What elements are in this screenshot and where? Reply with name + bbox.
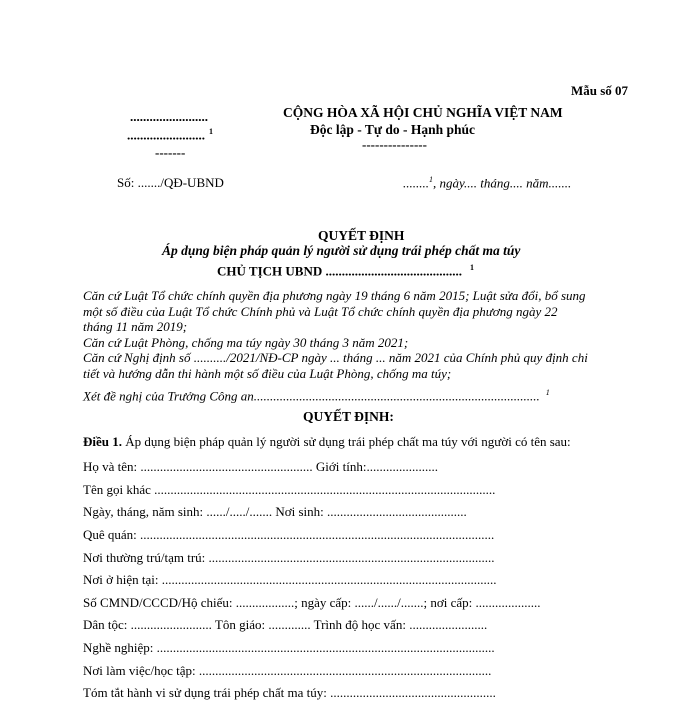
field-date-of-birth: Ngày, tháng, năm sinh: ....../...../....... Nơi sinh: ........................................... (83, 504, 467, 519)
field-id-number: Số CMND/CCCD/Hộ chiếu: ..................; ngày cấp: ....../....../.......; nơi cấp: .................... (83, 595, 541, 610)
agency-line-2 (127, 127, 213, 143)
agency-name-line: ........................ (130, 109, 208, 124)
national-motto: Độc lập - Tự do - Hạnh phúc (310, 122, 476, 137)
document-title: QUYẾT ĐỊNH (318, 228, 405, 243)
footnote-marker: 1 (209, 127, 213, 136)
field-workplace: Nơi làm việc/học tập: .......................................................................................... (83, 663, 492, 678)
article-1-label: Điều 1. (83, 434, 122, 449)
footnote-marker: 1 (545, 388, 550, 397)
document-number: Số: ......./QĐ-UBND (117, 175, 224, 190)
proposal-line (83, 388, 550, 404)
field-ethnicity-religion: Dân tộc: ......................... Tôn giáo: ............. Trình độ học vấn: ........................ (83, 617, 488, 632)
field-residence: Nơi thường trú/tạm trú: ........................................................................................ (83, 550, 495, 565)
date-text: , ngày.... tháng.... năm....... (433, 175, 572, 191)
preamble-line: Căn cứ Luật Tổ chức chính quyền địa phương ngày 19 tháng 6 năm 2015; Luật sửa đổi, bổ sung (83, 288, 586, 303)
form-code: Mẫu số 07 (571, 83, 629, 98)
field-current-address: Nơi ở hiện tại: ....................................................................................................... (83, 572, 497, 587)
preamble-line: một số điều của Luật Tổ chức Chính phủ và Luật Tổ chức chính quyền địa phương ngày 22 (83, 303, 558, 319)
article-1-text: Áp dụng biện pháp quản lý người sử dụng trái phép chất ma túy với người có tên sau: (122, 434, 571, 449)
field-full-name: Họ và tên: ..................................................... Giới tính:...................... (83, 459, 438, 474)
chairman-line (217, 263, 474, 279)
footnote-marker: 1 (469, 263, 474, 272)
field-occupation: Nghề nghiệp: ........................................................................................................ (83, 640, 495, 655)
preamble-line: tiết và hướng dẫn thi hành một số điều của Luật Phòng, chống ma túy; (83, 365, 452, 381)
agency-name-line-2: ........................ (127, 127, 205, 143)
country-name: CỘNG HÒA XÃ HỘI CHỦ NGHĨA VIỆT NAM (283, 105, 563, 120)
article-1 (83, 434, 571, 450)
motto-divider: --------------- (362, 137, 427, 152)
footnote-marker: 1 (429, 175, 433, 184)
preamble (83, 288, 588, 381)
preamble-line: tháng 11 năm 2019; (83, 319, 188, 334)
document-subtitle: Áp dụng biện pháp quản lý người sử dụng trái phép chất ma túy (162, 243, 521, 258)
proposal-text: Xét đề nghị của Trưởng Công an........................................................................................ (83, 388, 540, 404)
agency-divider: ------- (155, 145, 186, 160)
chairman-text: CHỦ TỊCH UBND .......................................... (217, 263, 462, 279)
preamble-line: Căn cứ Nghị định số ........../2021/NĐ-CP ngày ... tháng ... năm 2021 của Chính phủ quy định chi (83, 350, 588, 365)
date-location: ........ (403, 175, 429, 191)
field-behavior-summary: Tóm tắt hành vi sử dụng trái phép chất ma túy: ................................................... (83, 685, 496, 700)
field-other-name: Tên gọi khác ......................................................................................................... (83, 482, 496, 497)
preamble-line: Căn cứ Luật Phòng, chống ma túy ngày 30 tháng 3 năm 2021; (83, 334, 409, 350)
field-hometown: Quê quán: ............................................................................................................. (83, 527, 495, 542)
document-date (403, 175, 571, 191)
decision-heading: QUYẾT ĐỊNH: (303, 409, 394, 424)
